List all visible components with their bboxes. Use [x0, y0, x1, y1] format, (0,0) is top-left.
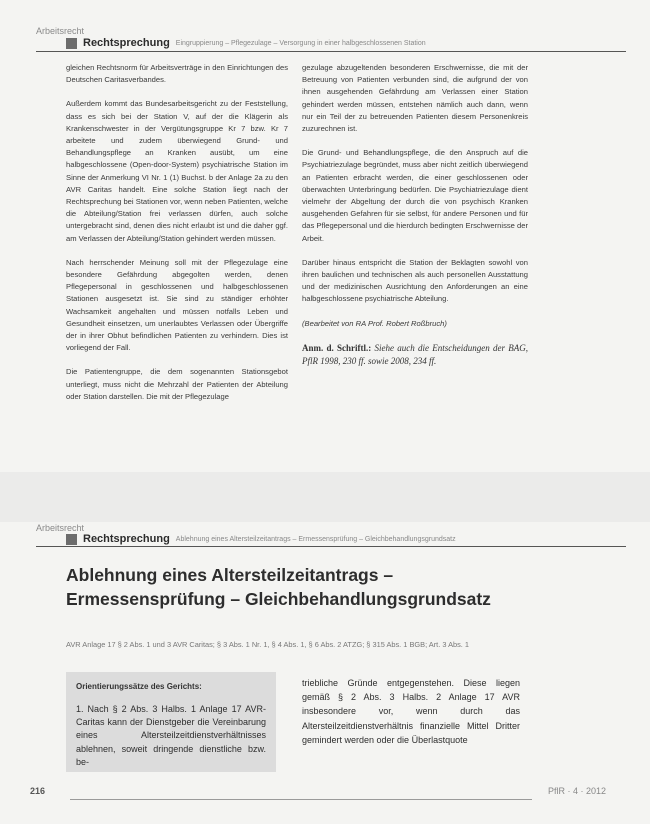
- left-column-top: [66, 62, 288, 415]
- guidelines-box: [66, 672, 276, 772]
- paragraph: gezulage abzugeltenden besonderen Erschwernisse, die mit der Betreuung von Patienten verbunden sind, die aufgrund der von ihnen ausgehenden Gefährdung am Verlassen einer Station gehindert werden müssen, entstehen nämlich auch dann, wenn nur ein Teil der zu betreuenden Patienten diesem Personenkreis zuzurechnen ist.: [302, 63, 528, 134]
- page-number: 216: [30, 786, 46, 796]
- header-title: Rechtsprechung: [83, 37, 170, 49]
- header-subtitle: Eingruppierung – Pflegezulage – Versorgung in einer halbgeschlossenen Station: [175, 39, 426, 47]
- header-rule-top: [36, 51, 626, 52]
- header-title: Rechtsprechung: [83, 533, 170, 545]
- header-square-icon: [66, 38, 77, 49]
- editor-note-text: Siehe auch die Entscheidungen der BAG, PflR 1998, 230 ff. sowie 2008, 234 ff.: [302, 342, 529, 366]
- paragraph: Außerdem kommt das Bundesarbeitsgericht zu der Feststellung, dass es sich bei der Station V, auf der die Klägerin als Krankenschwester in der Vergütungsgruppe Kr 7 bzw. Kr 7 arbeitete und zudem überwiegend Grund- und Behandlungspflege an Kranken ausübt, um eine halbgeschlossene (Open-door-System) psychiatrische Station im Sinne der Anmerkung VI Nr. 1 (1) Buchst. b der Anlage 2a zu den AVR Caritas handelt. Eine solche Station liegt nach der Rechtsprechung bei Stationen vor, wenn neben Patienten, welche die Abteilung/Station frei verlassen dürfen, auch solche untergebracht sind, denen dies nicht erlaubt ist und die daher ggf. am Verlassen der Abteilung/Station gehindert werden müssen.: [66, 99, 288, 243]
- paragraph: gleichen Rechtsnorm für Arbeitsverträge in den Einrichtungen des Deutschen Caritasverbandes.: [66, 63, 288, 85]
- editor-note: [302, 342, 528, 368]
- footer-rule: [70, 799, 532, 800]
- header-subtitle: Ablehnung eines Altersteilzeitantrags – Ermessensprüfung – Gleichbehandlungsgrundsatz: [175, 535, 456, 543]
- journal-issue: PflR · 4 · 2012: [548, 786, 607, 796]
- right-column-top: [302, 62, 528, 380]
- paragraph: Die Grund- und Behandlungspflege, die den Anspruch auf die Psychiatriezulage begründet, muss aber nicht zeitlich überwiegend an Patienten erbracht werden, die einer geschlossenen oder überwachten Unterbringung bedürfen. Die Psychiatriezulage dient vielmehr der Abgeltung der durch die von psychisch Kranken ausgehenden Gefahren für sie selbst, für andere Personen und für das Pflegepersonal und die hierdurch bedingten Erschwernisse der Arbeit.: [302, 148, 528, 243]
- article-title: [66, 563, 491, 611]
- header-square-icon: [66, 534, 77, 545]
- paragraph: Darüber hinaus entspricht die Station der Beklagten sowohl von ihren baulichen und technischen als auch personellen Ausstattung und der medizinischen Ausrichtung den Anforderungen an eine halbgeschlossene psychiatrische Abteilung.: [302, 257, 528, 304]
- header-bar-bottom: [66, 533, 456, 545]
- page-gap: [0, 472, 650, 522]
- section-label-top: Arbeitsrecht: [36, 26, 85, 36]
- article-title-line: Ermessensprüfung – Gleichbehandlungsgrundsatz: [66, 589, 491, 609]
- guidelines-text: 1. Nach § 2 Abs. 3 Halbs. 1 Anlage 17 AVR-Caritas kann der Dienstgeber die Vereinbarung eines Altersteilzeitdienstverhältnisses ablehnen, soweit dringende dienstliche bzw. be-: [76, 704, 266, 767]
- paragraph: Nach herrschender Meinung soll mit der Pflegezulage eine besondere Gefährdung abgegolten werden, denen Pflegepersonal in geschlossenen und halbgeschlossenen Stationen ausgesetzt ist. Sie sind zu ständiger erhöhter Wachsamkeit angehalten und müssen notfalls Leben und Gesundheit einsetzen, um unerlaubtes Verlassen oder Übergriffe der in ihrer Obhut befindlichen Patienten zu verhindern. Dies ist vorliegend der Fall.: [66, 257, 288, 353]
- section-label-bottom: Arbeitsrecht: [36, 523, 85, 533]
- editor-note-label: Anm. d. Schriftl.:: [302, 342, 372, 353]
- author-note: (Bearbeitet von RA Prof. Robert Roßbruch): [302, 318, 447, 328]
- legal-citation: AVR Anlage 17 § 2 Abs. 1 und 3 AVR Caritas; § 3 Abs. 1 Nr. 1, § 4 Abs. 1, § 6 Abs. 2 ATZG; § 315 Abs. 1 BGB; Art. 3 Abs. 1: [66, 640, 470, 649]
- guidelines-heading: Orientierungssätze des Gerichts:: [76, 682, 202, 691]
- article-title-line: Ablehnung eines Altersteilzeitantrags –: [66, 565, 394, 585]
- paragraph: Die Patientengruppe, die dem sogenannten Stationsgebot unterliegt, muss nicht die Mehrzahl der Patienten der Abteilung oder Station darstellen. Die mit der Pflegezulage: [66, 367, 288, 401]
- lead-text: triebliche Gründe entgegenstehen. Diese liegen gemäß § 2 Abs. 3 Halbs. 2 Anlage 17 AVR insbesondere vor, wenn durch das Altersteilzeitdienstverhältnis finanzielle Mittel Dritter gemindert werden oder die Überlastquote: [302, 678, 520, 745]
- header-bar-top: [66, 37, 426, 49]
- header-rule-bottom: [36, 546, 626, 547]
